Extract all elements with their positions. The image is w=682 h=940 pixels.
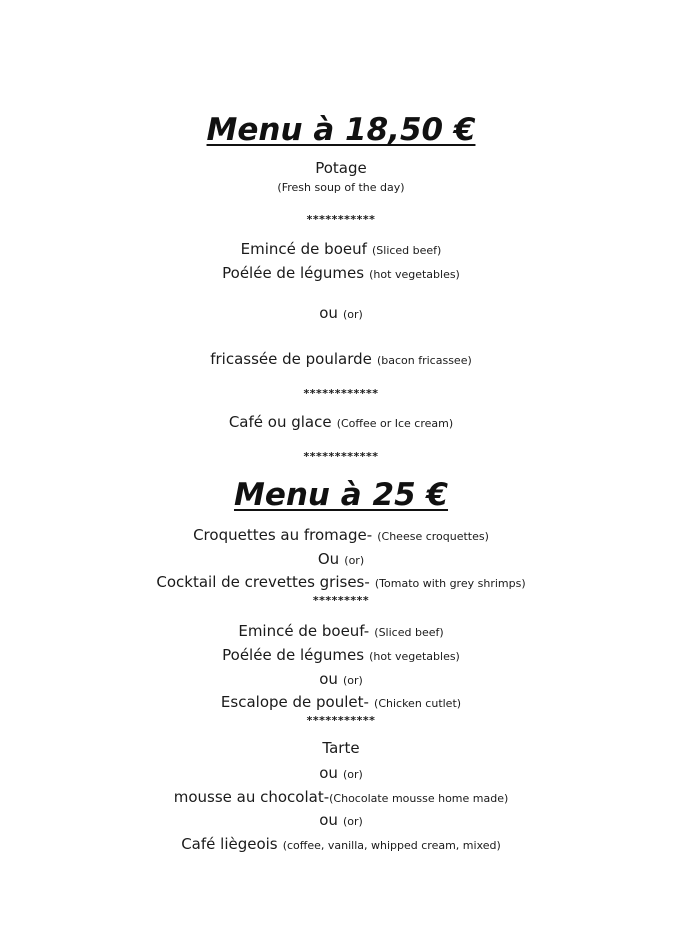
menu-1-title: Menu à 18,50 €	[206, 112, 476, 148]
menu-2-or: ou (or)	[319, 764, 363, 782]
menu-2-or: ou (or)	[319, 811, 363, 829]
menu-1-potage: Potage	[315, 159, 367, 177]
menu-2-starter-2: Cocktail de crevettes grises- (Tomato with grey shrimps)	[156, 573, 526, 591]
menu-1-dessert: Café ou glace (Coffee or Ice cream)	[228, 413, 454, 431]
separator-stars: ************	[303, 387, 379, 400]
menu-2-main-2: Poélée de légumes (hot vegetables)	[222, 646, 460, 664]
menu-2-dessert-3: Café liègeois (coffee, vanilla, whipped cream, mixed)	[181, 835, 501, 853]
menu-1-item-2: Poélée de légumes (hot vegetables)	[222, 264, 460, 282]
menu-2-dessert-1: Tarte	[322, 739, 360, 757]
separator-stars: *********	[312, 594, 370, 607]
menu-1-potage-translation: (Fresh soup of the day)	[277, 181, 405, 194]
separator-stars: ************	[303, 450, 379, 463]
menu-2-starter-1: Croquettes au fromage- (Cheese croquettes)	[193, 526, 489, 544]
menu-2-or: ou (or)	[319, 670, 363, 688]
separator-stars: ***********	[306, 213, 376, 226]
menu-1-item-1: Emincé de boeuf (Sliced beef)	[240, 240, 442, 258]
menu-1-item-3: fricassée de poularde (bacon fricassee)	[210, 350, 472, 368]
menu-2-or: Ou (or)	[317, 550, 365, 568]
menu-2-dessert-2: mousse au chocolat-(Chocolate mousse home made)	[173, 788, 509, 806]
menu-1-or: ou (or)	[319, 304, 363, 322]
menu-2-main-3: Escalope de poulet- (Chicken cutlet)	[220, 693, 462, 711]
menu-2-main-1: Emincé de boeuf- (Sliced beef)	[238, 622, 444, 640]
separator-stars: ***********	[306, 714, 376, 727]
menu-2-title: Menu à 25 €	[233, 477, 449, 513]
